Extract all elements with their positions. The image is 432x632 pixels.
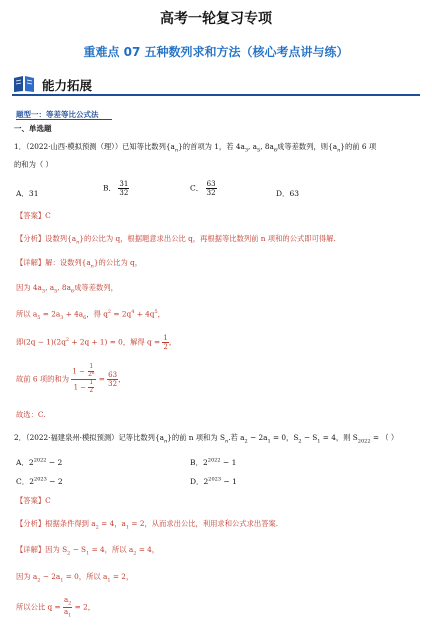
q1-step3: 即$(2q - 1)(2q^2 + 2q + 1) = 0$，解得 q = $\frac{1}{2}$ ， <box>16 334 177 352</box>
q1-answer: 【答案】C <box>16 211 51 220</box>
q1-option-b: B． $\frac{31}{32}$ <box>103 180 129 198</box>
q1-stem-line2: 的和为（ ） <box>14 160 53 169</box>
q2-option-b: B．$2^{2022} - 1$ <box>190 457 237 467</box>
q2-stem: 2．（2022·福建泉州·模拟预测）记等比数列$\{a_n\}$的前 n 项和为 $S_n$.若 $a_2 - 2a_1 = 0$，$S_2 - S_1 = 4$，则 $S_{2022}$ = （ ） <box>14 433 399 445</box>
q1-option-a: A．31 <box>16 189 39 198</box>
banner-divider <box>12 94 420 96</box>
q2-answer: 【答案】C <box>16 496 51 505</box>
book-icon <box>12 74 36 94</box>
q1-option-c: C． $\frac{63}{32}$ <box>190 180 216 198</box>
page-subtitle: 重难点 07 五种数列求和方法（核心考点讲与练） <box>83 45 349 59</box>
section-banner <box>12 74 420 96</box>
q1-option-d: D．63 <box>276 189 300 198</box>
q1-step4: 故前 6 项的和为 1 − $\frac{1}{\text{2⁶}}$ 1 − $\frac{1}{2}$ = $\frac{63}{32}$ ， <box>16 363 126 394</box>
q2-detail: 【详解】因为 $S_2 - S_1 = 4$，所以 $a_2 = 4$， <box>16 545 160 557</box>
topic-underline <box>16 119 112 120</box>
q2-option-c: C．$2^{2023} - 2$ <box>16 476 63 486</box>
q2-option-d: D．$2^{2023} - 1$ <box>190 476 237 486</box>
part-heading: 一、单选题 <box>14 124 52 133</box>
q2-analysis: 【分析】根据条件得到 $a_2 = 4$，$a_1 = 2$，从而求出公比，利用求和公式求出答案. <box>16 519 279 531</box>
page-title: 高考一轮复习专项 <box>160 11 272 27</box>
topic-type-heading: 题型一：等差等比公式法 <box>16 110 99 119</box>
banner-label: 能力拓展 <box>42 78 93 93</box>
q2-step1: 因为 $a_2 - 2a_1 = 0$，所以 $a_1 = 2$， <box>16 572 134 584</box>
q2-step2: 所以公比 q = $\frac{a_2}{a_1}$ = 2， <box>16 596 96 619</box>
q1-step1: 因为 $4a_3$, $a_5$, $8a_6$成等差数列， <box>16 283 118 295</box>
q1-stem: 1．（2022·山西·模拟预测（理））已知等比数列$\{a_n\}$的首项为 1，若 $4a_3$, $a_5$, $8a_6$成等差数列，则$\{a_n\}$的前 6 项 <box>14 142 377 154</box>
q1-conclusion: 故选：C. <box>16 410 46 419</box>
q2-option-a: A．$2^{2022} - 2$ <box>16 457 63 467</box>
q1-analysis: 【分析】设数列$\{a_n\}$的公比为 q，根据题意求出公比 q，再根据等比数列前 n 项和的公式即可得解. <box>16 234 336 246</box>
q1-detail-intro: 【详解】解：设数列$\{a_n\}$的公比为 q， <box>16 258 143 270</box>
q1-step2: 所以 $a_5 = 2a_3 + 4a_6$，得 $q^2 = 2q^4 + 4q^5$， <box>16 309 165 321</box>
